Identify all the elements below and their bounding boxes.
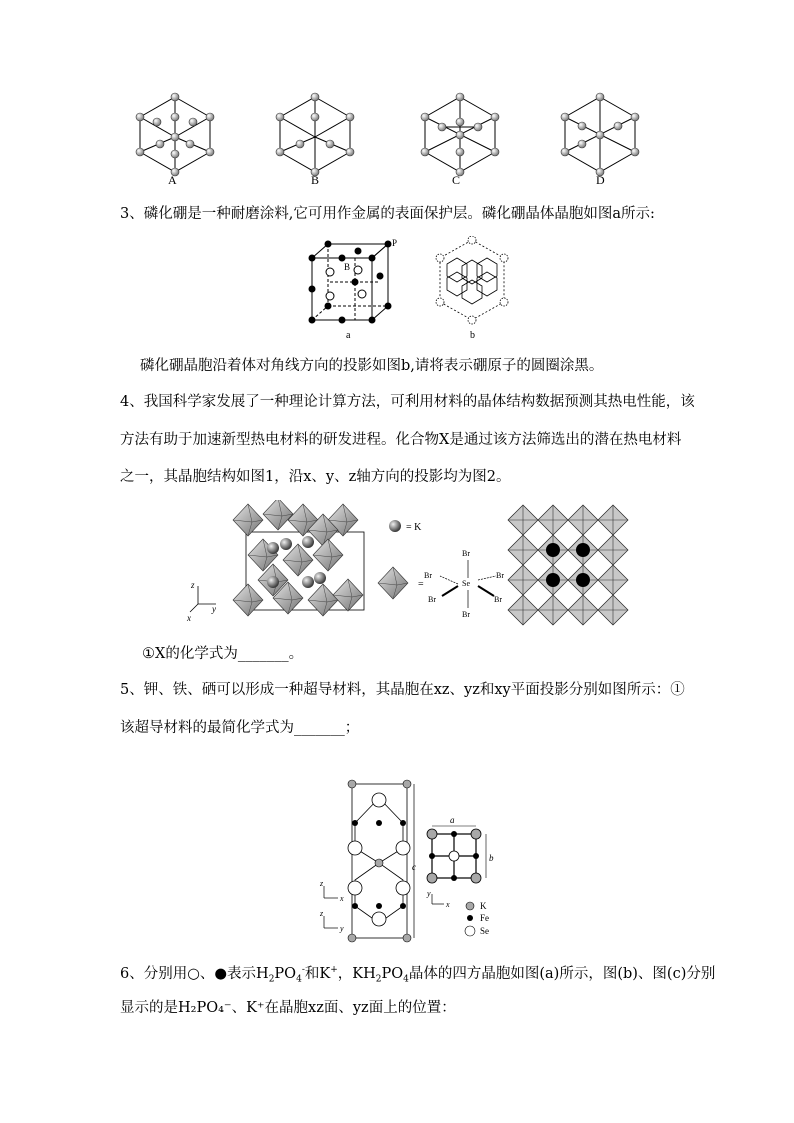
q6-line1-rest: 和K (304, 965, 331, 982)
compound-x-figure (178, 500, 638, 630)
k-legend-text: K (480, 901, 487, 911)
br-label-upper-left: Br (424, 571, 432, 580)
label-p: P (392, 238, 398, 248)
br-label-lower-left: Br (428, 595, 436, 604)
q6-line1-prefix: 6、分别用○、●表示H (120, 965, 269, 982)
q4-line3: 之一，其晶胞结构如图1，沿x、y、z轴方向的投影均为图2。 (120, 469, 511, 485)
q4-line1: 4、我国科学家发展了一种理论计算方法，可利用材料的晶体结构数据预测其热电性能，该 (120, 394, 695, 410)
axis-x-label: x (187, 613, 191, 623)
k-legend-ball (389, 520, 401, 532)
q5-line2: 该超导材料的最简化学式为_______； (120, 720, 360, 736)
xy-projection (427, 826, 486, 883)
se-legend-dot (465, 926, 475, 936)
k-legend-label: = K (406, 522, 422, 533)
se-label: Se (462, 579, 470, 588)
axis-y-label-xy: y (427, 889, 431, 898)
figure-b-label: b (470, 330, 475, 341)
q3-instruction: 磷化硼晶胞沿着体对角线方向的投影如图b,请将表示硼原子的圆圈涂黑。 (140, 358, 604, 374)
option-d-diagram (561, 93, 639, 176)
option-b-label: B (311, 173, 320, 187)
projection-k-atom (576, 573, 590, 587)
axis-z-label-upper: z (320, 879, 324, 888)
figure-1-unit-cell (233, 500, 364, 616)
c-dimension-label: c (412, 862, 416, 872)
option-d-label: D (596, 173, 605, 187)
axis-x-label-upper: x (340, 894, 344, 903)
option-b-diagram (276, 93, 354, 176)
q3-text: 3、磷化硼是一种耐磨涂料,它可用作金属的表面保护层。磷化硼晶体晶胞如图a所示: (120, 206, 655, 222)
q6-line2: 显示的是H₂PO₄⁻、K⁺在晶胞xz面、yz面上的位置： (120, 1000, 456, 1016)
superconductor-projection-figure (310, 778, 500, 944)
figure-2-projection (508, 505, 628, 625)
axis-z-label: z (191, 580, 195, 590)
fe-legend-text: Fe (480, 913, 489, 923)
octahedron-legend-icon (378, 567, 408, 599)
br-label-lower-right: Br (494, 595, 502, 604)
boron-phosphide-cell-figure (300, 236, 530, 342)
se-legend-text: Se (480, 926, 489, 936)
axis-z-label-lower: z (320, 909, 324, 918)
br-label-upper-right: Br (496, 571, 504, 580)
fe-legend-dot (467, 915, 473, 921)
option-c-label: C (452, 173, 461, 187)
figure-a-label: a (346, 330, 351, 341)
axis-y-label-lower: y (340, 924, 344, 933)
label-b-atom: B (344, 262, 351, 272)
figure-a-unit-cell (312, 244, 388, 320)
q6-line1-end: 晶体的四方晶胞如图(a)所示，图(b)、图(c)分别 (408, 965, 716, 982)
equals-sign: = (418, 579, 424, 590)
br-label-top: Br (462, 549, 470, 558)
b-dimension-label: b (489, 853, 494, 863)
a-dimension-label: a (450, 815, 455, 825)
option-a-label: A (168, 173, 177, 187)
hexagon-projection-figure (130, 92, 660, 188)
projection-k-atom (546, 543, 560, 557)
q6-line1: 6、分别用○、●表示$H_2PO_4^-$和K+，$KH_2PO_4$晶体的四方晶胞如图(a)所示，图(b)、图(c)分别 (120, 965, 716, 985)
projection-k-atom (576, 543, 590, 557)
axis-y-label: y (212, 604, 216, 614)
figure-b-projection (436, 236, 508, 341)
q6-line1-tail: ，KH (337, 965, 376, 982)
sebr6-structure (424, 549, 504, 619)
q5-line1: 5、钾、铁、硒可以形成一种超导材料，其晶胞在xz、yz和xy平面投影分别如图所示：① (120, 682, 685, 698)
br-label-bottom: Br (462, 610, 470, 619)
k-legend-dot (466, 902, 474, 910)
q4-line2: 方法有助于加速新型热电材料的研发进程。化合物X是通过该方法筛选出的潜在热电材料 (120, 432, 682, 448)
q4-sub1: ①X的化学式为_______。 (142, 646, 304, 662)
option-a-diagram (136, 93, 214, 176)
axis-x-label-xy: x (446, 900, 450, 909)
option-c-diagram (421, 93, 499, 176)
projection-k-atom (546, 573, 560, 587)
